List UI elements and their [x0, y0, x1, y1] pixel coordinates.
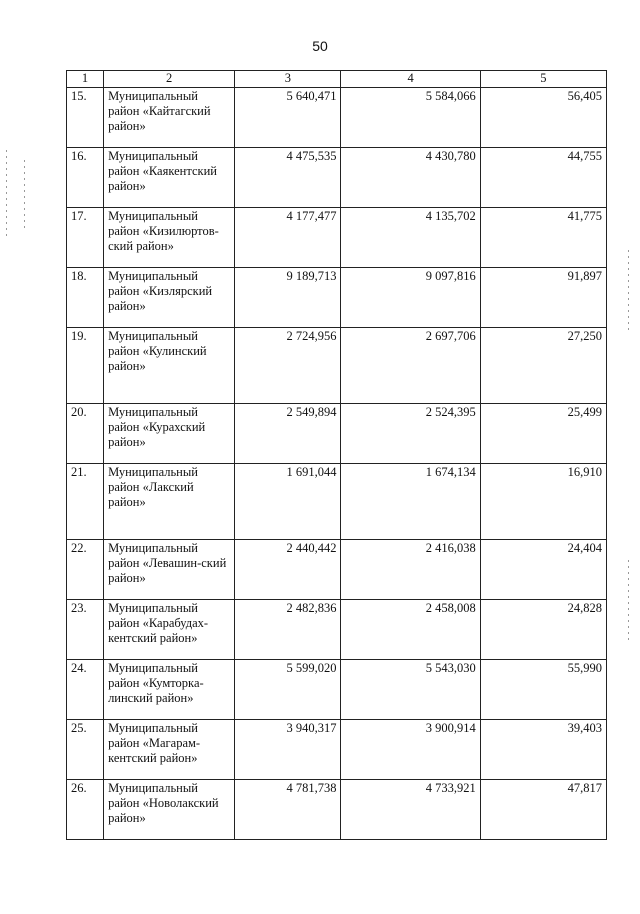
page-number: 50 — [312, 38, 328, 54]
table-row — [67, 148, 607, 208]
table-row — [67, 328, 607, 404]
value-col-4: 2 458,008 — [341, 600, 480, 660]
value-col-4: 4 733,921 — [341, 780, 480, 840]
value-col-3: 2 549,894 — [235, 404, 341, 464]
row-index: 16. — [67, 148, 104, 208]
value-col-4: 2 697,706 — [341, 328, 480, 404]
table-row — [67, 404, 607, 464]
scan-artifact — [628, 250, 629, 330]
value-col-3: 3 940,317 — [235, 720, 341, 780]
value-col-3: 4 781,738 — [235, 780, 341, 840]
row-index: 21. — [67, 464, 104, 540]
value-col-4: 1 674,134 — [341, 464, 480, 540]
district-name: Муниципальный район «Карабудах-кентский район» — [104, 600, 235, 660]
row-index: 26. — [67, 780, 104, 840]
row-index: 20. — [67, 404, 104, 464]
row-index: 19. — [67, 328, 104, 404]
value-col-4: 2 416,038 — [341, 540, 480, 600]
district-name: Муниципальный район «Лакский район» — [104, 464, 235, 540]
district-name: Муниципальный район «Кумторка-линский район» — [104, 660, 235, 720]
value-col-5: 27,250 — [480, 328, 606, 404]
value-col-5: 44,755 — [480, 148, 606, 208]
value-col-5: 25,499 — [480, 404, 606, 464]
table-row — [67, 780, 607, 840]
scan-artifact — [6, 150, 7, 240]
value-col-3: 5 640,471 — [235, 88, 341, 148]
row-index: 24. — [67, 660, 104, 720]
district-name: Муниципальный район «Магарам-кентский район» — [104, 720, 235, 780]
row-index: 18. — [67, 268, 104, 328]
district-name: Муниципальный район «Кизилюртов-ский район» — [104, 208, 235, 268]
value-col-4: 3 900,914 — [341, 720, 480, 780]
district-name: Муниципальный район «Кизлярский район» — [104, 268, 235, 328]
district-name: Муниципальный район «Курахский район» — [104, 404, 235, 464]
value-col-5: 16,910 — [480, 464, 606, 540]
district-name: Муниципальный район «Новолакский район» — [104, 780, 235, 840]
row-index: 25. — [67, 720, 104, 780]
value-col-3: 2 440,442 — [235, 540, 341, 600]
table-row — [67, 660, 607, 720]
table-header-row — [67, 71, 607, 88]
table-row — [67, 464, 607, 540]
value-col-3: 1 691,044 — [235, 464, 341, 540]
value-col-4: 9 097,816 — [341, 268, 480, 328]
table-row — [67, 88, 607, 148]
value-col-3: 9 189,713 — [235, 268, 341, 328]
table-row — [67, 600, 607, 660]
value-col-5: 24,828 — [480, 600, 606, 660]
allocation-table — [66, 70, 607, 840]
value-col-5: 56,405 — [480, 88, 606, 148]
table-row — [67, 720, 607, 780]
value-col-4: 2 524,395 — [341, 404, 480, 464]
column-header-2: 2 — [104, 71, 235, 88]
column-header-4: 4 — [341, 71, 480, 88]
value-col-5: 24,404 — [480, 540, 606, 600]
district-name: Муниципальный район «Левашин-ский район» — [104, 540, 235, 600]
row-index: 22. — [67, 540, 104, 600]
value-col-3: 2 724,956 — [235, 328, 341, 404]
value-col-5: 55,990 — [480, 660, 606, 720]
value-col-3: 2 482,836 — [235, 600, 341, 660]
value-col-5: 39,403 — [480, 720, 606, 780]
district-name: Муниципальный район «Кайтагский район» — [104, 88, 235, 148]
column-header-3: 3 — [235, 71, 341, 88]
value-col-5: 47,817 — [480, 780, 606, 840]
table-row — [67, 208, 607, 268]
value-col-4: 4 135,702 — [341, 208, 480, 268]
column-header-5: 5 — [480, 71, 606, 88]
scan-artifact — [24, 160, 25, 230]
table-row — [67, 268, 607, 328]
district-name: Муниципальный район «Кулинский район» — [104, 328, 235, 404]
value-col-5: 41,775 — [480, 208, 606, 268]
table-row — [67, 540, 607, 600]
value-col-4: 4 430,780 — [341, 148, 480, 208]
value-col-4: 5 543,030 — [341, 660, 480, 720]
value-col-3: 4 475,535 — [235, 148, 341, 208]
scan-artifact — [628, 560, 629, 640]
district-name: Муниципальный район «Каякентский район» — [104, 148, 235, 208]
row-index: 23. — [67, 600, 104, 660]
value-col-3: 5 599,020 — [235, 660, 341, 720]
value-col-3: 4 177,477 — [235, 208, 341, 268]
row-index: 17. — [67, 208, 104, 268]
value-col-4: 5 584,066 — [341, 88, 480, 148]
row-index: 15. — [67, 88, 104, 148]
value-col-5: 91,897 — [480, 268, 606, 328]
column-header-1: 1 — [67, 71, 104, 88]
